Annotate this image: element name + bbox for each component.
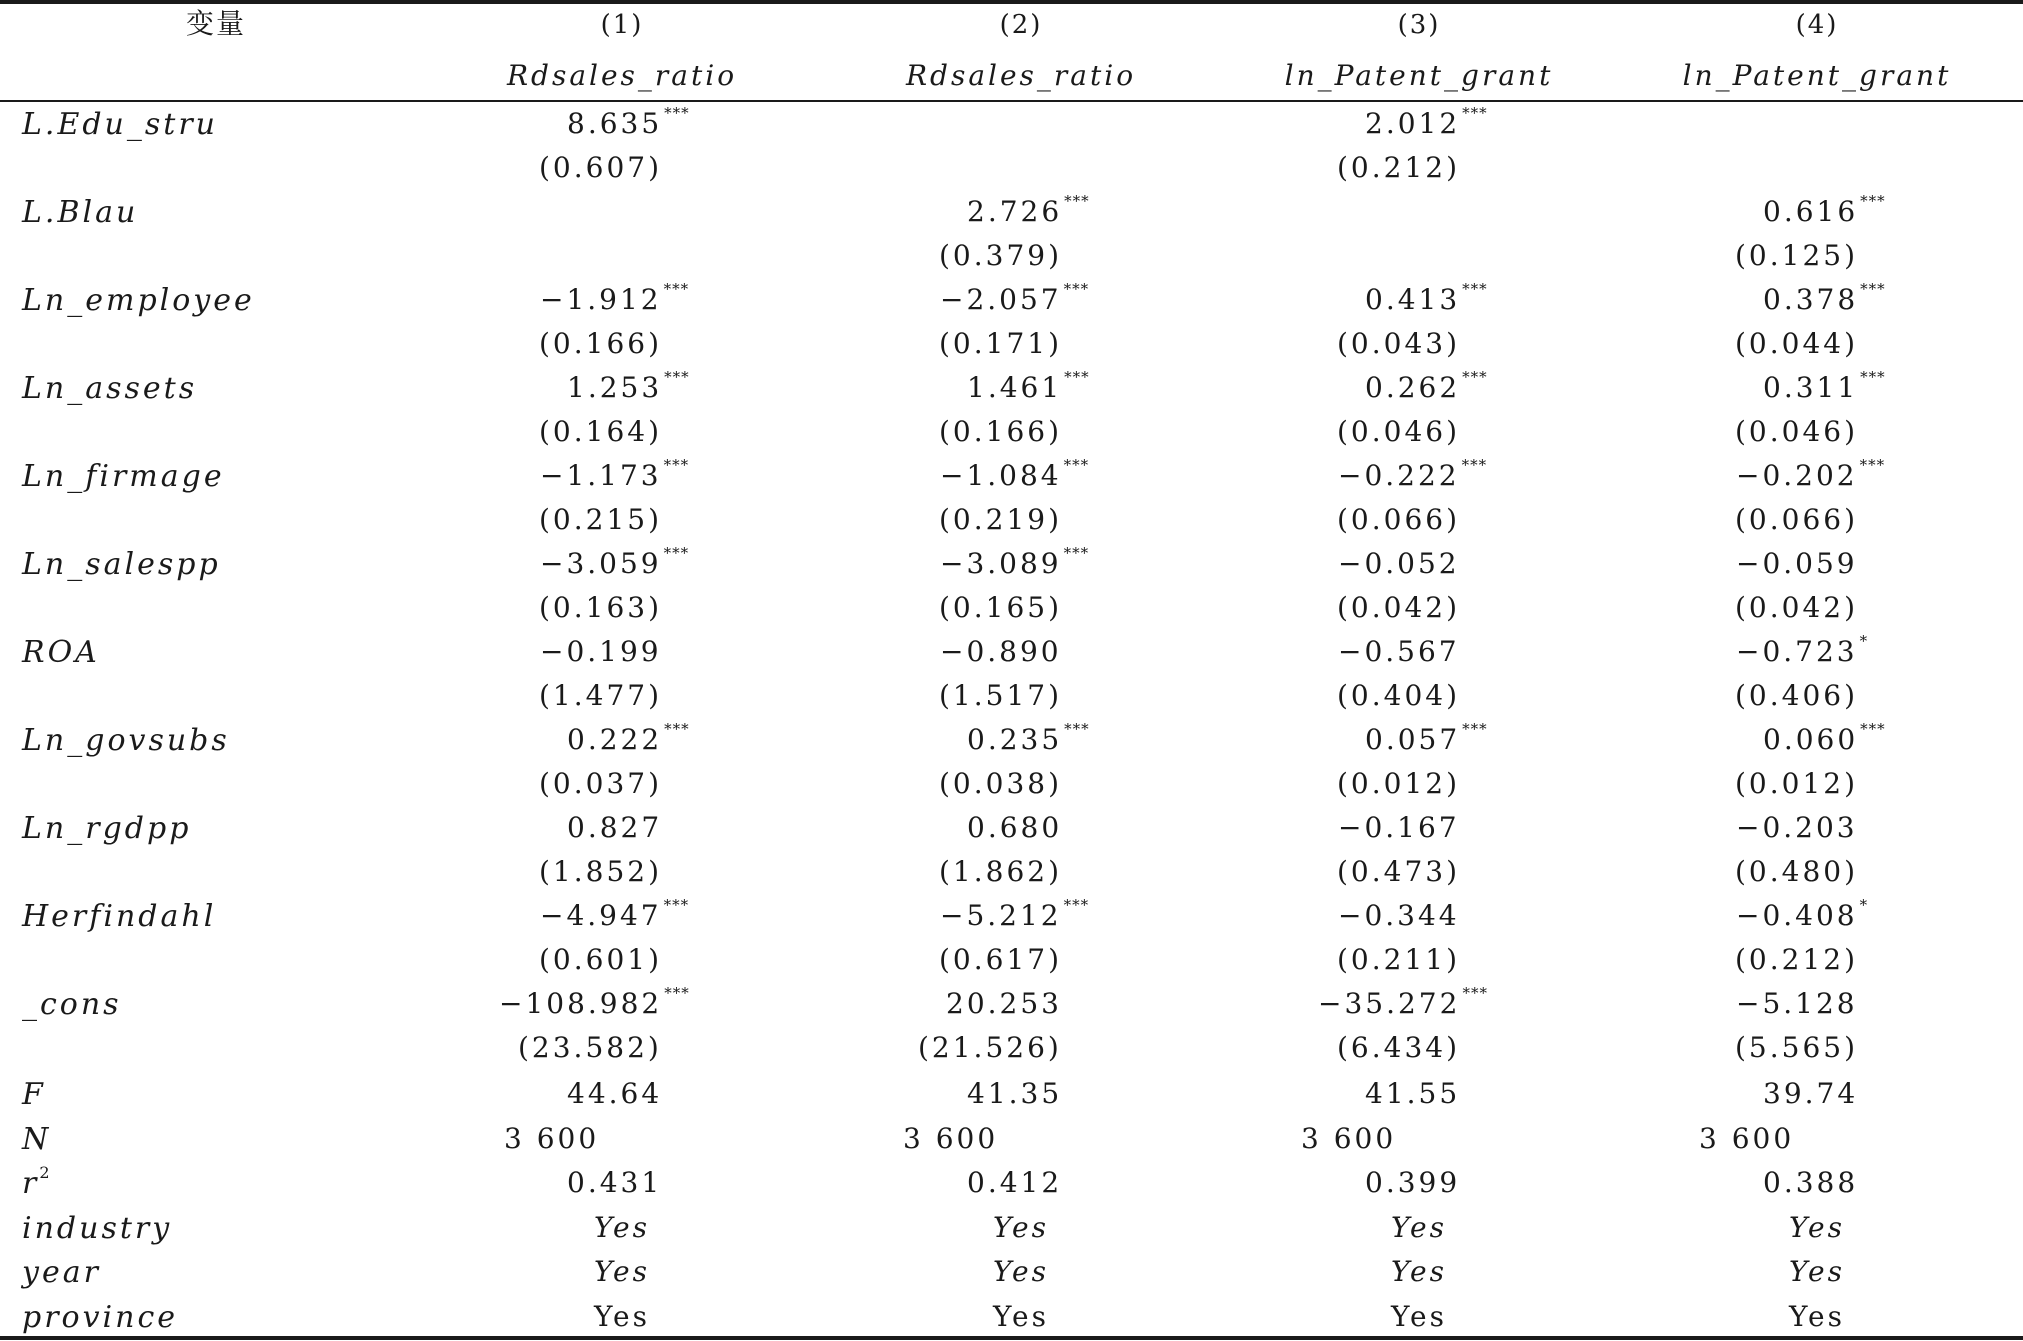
significance-stars: *** (1860, 720, 1886, 738)
stat-value-value: 0.399 (1365, 1166, 1461, 1199)
coefficient (540, 280, 690, 316)
coefficient (940, 635, 1062, 668)
standard-error (1735, 415, 1859, 448)
coefficient (1736, 632, 1869, 668)
standard-error (1735, 767, 1859, 800)
stat-value-value: 0.412 (967, 1166, 1063, 1199)
significance-stars: *** (1461, 456, 1488, 474)
stat-value-value: 39.74 (1763, 1077, 1859, 1110)
coefficient-value: −0.723 (1736, 635, 1858, 668)
stat-value (967, 1166, 1063, 1199)
coefficient (1763, 280, 1886, 316)
stat-label: industry (22, 1210, 173, 1246)
coefficient (1763, 720, 1886, 756)
stat-value-value: Yes (1391, 1255, 1447, 1288)
coefficient-value: 20.253 (946, 987, 1062, 1020)
standard-error-value: (0.042) (1735, 591, 1859, 624)
coefficient (540, 635, 662, 668)
significance-stars: * (1859, 896, 1869, 914)
variable-name: L.Edu_stru (22, 107, 218, 142)
significance-stars: *** (663, 544, 690, 562)
coefficient (567, 720, 690, 756)
standard-error-value: (0.044) (1735, 327, 1859, 360)
significance-stars: *** (1064, 192, 1090, 210)
coefficient (1365, 104, 1488, 140)
coefficient-value: 0.413 (1365, 283, 1461, 316)
stat-value (1763, 1166, 1859, 1199)
stat-value-value: Yes (594, 1210, 650, 1244)
coefficient (567, 368, 690, 404)
significance-stars: *** (1462, 104, 1488, 122)
stat-value (1391, 1210, 1447, 1244)
coefficient (946, 987, 1062, 1020)
stat-value (993, 1255, 1049, 1288)
coefficient-value: −1.173 (540, 459, 662, 492)
variable-name: Ln_govsubs (22, 723, 230, 758)
coefficient-value: −3.059 (540, 547, 662, 580)
coefficient (1338, 547, 1460, 580)
stat-value (1301, 1121, 1397, 1155)
coefficient (967, 720, 1090, 756)
variable-name: _cons (22, 987, 122, 1022)
coefficient (567, 811, 663, 844)
stat-value-value: 3 600 (1301, 1121, 1397, 1155)
stat-value (993, 1210, 1049, 1244)
standard-error-value: (0.165) (939, 591, 1063, 624)
stat-label: year (22, 1255, 101, 1290)
standard-error (939, 239, 1063, 272)
coefficient-value: −3.089 (940, 547, 1062, 580)
significance-stars: *** (663, 896, 690, 914)
stat-value (1789, 1299, 1845, 1333)
stat-value-value: 41.35 (967, 1077, 1063, 1110)
coefficient-value: −0.890 (940, 635, 1062, 668)
dependent-variable: ln_Patent_grant (1682, 59, 1952, 92)
coefficient-value: −0.408 (1736, 899, 1858, 932)
standard-error (539, 327, 663, 360)
stat-value-value: Yes (1789, 1210, 1845, 1244)
coefficient-value: 0.616 (1763, 195, 1859, 228)
standard-error (1337, 855, 1461, 888)
coefficient (1338, 456, 1488, 492)
stat-label: N (22, 1121, 52, 1157)
significance-stars: *** (1063, 544, 1090, 562)
coefficient (499, 984, 690, 1020)
variable-name: ROA (22, 635, 100, 670)
coefficient (940, 456, 1090, 492)
significance-stars: *** (1063, 280, 1090, 298)
stat-value (1789, 1210, 1845, 1244)
standard-error (1735, 855, 1859, 888)
stat-value (1789, 1255, 1845, 1288)
stat-name (22, 1077, 46, 1112)
coefficient (540, 896, 690, 932)
standard-error-value: (0.066) (1337, 503, 1461, 536)
coefficient-value: 1.253 (567, 371, 663, 404)
stat-label: province (22, 1299, 179, 1335)
coefficient-value: 0.827 (567, 811, 663, 844)
standard-error (1735, 239, 1859, 272)
stat-name (22, 1163, 53, 1201)
stat-name (22, 1121, 52, 1157)
variable-name: L.Blau (22, 195, 139, 230)
standard-error-value: (1.517) (939, 679, 1063, 712)
stat-name (22, 1210, 173, 1246)
stat-value (594, 1210, 650, 1244)
stat-value-value: Yes (594, 1299, 650, 1333)
coefficient-value: −0.344 (1338, 899, 1460, 932)
coefficient (967, 368, 1090, 404)
coefficient (1338, 811, 1460, 844)
standard-error-value: (5.565) (1735, 1031, 1859, 1064)
coefficient (1736, 811, 1858, 844)
stat-value-value: 41.55 (1365, 1077, 1461, 1110)
standard-error (1735, 591, 1859, 624)
coefficient-value: −0.203 (1736, 811, 1858, 844)
significance-stars: *** (663, 280, 690, 298)
significance-stars: *** (664, 104, 690, 122)
stat-value (1391, 1299, 1447, 1333)
standard-error-value: (0.601) (539, 943, 663, 976)
coefficient-value: −0.199 (540, 635, 662, 668)
standard-error (939, 327, 1063, 360)
standard-error (1337, 591, 1461, 624)
standard-error (939, 591, 1063, 624)
column-number: (3) (1397, 10, 1441, 40)
stat-value (993, 1299, 1049, 1333)
standard-error (1337, 327, 1461, 360)
standard-error-value: (0.042) (1337, 591, 1461, 624)
standard-error-value: (0.164) (539, 415, 663, 448)
coefficient-value: 0.262 (1365, 371, 1461, 404)
column-number: (1) (600, 10, 644, 40)
header-rule (0, 100, 2023, 102)
coefficient-value: 0.680 (967, 811, 1063, 844)
standard-error-value: (0.046) (1337, 415, 1461, 448)
stat-value (1391, 1255, 1447, 1288)
standard-error (1337, 415, 1461, 448)
standard-error (539, 679, 663, 712)
standard-error (539, 415, 663, 448)
standard-error-value: (0.171) (939, 327, 1063, 360)
variable-name: Ln_assets (22, 371, 198, 406)
coefficient-value: −5.128 (1736, 987, 1858, 1020)
coefficient-value: 0.235 (967, 723, 1063, 756)
standard-error-value: (0.404) (1337, 679, 1461, 712)
coefficient (1338, 899, 1460, 932)
standard-error (1735, 943, 1859, 976)
stat-value-value: 44.64 (567, 1077, 663, 1110)
coefficient-value: 0.057 (1365, 723, 1461, 756)
significance-stars: *** (1462, 984, 1488, 1002)
stat-value-value: 3 600 (504, 1121, 600, 1155)
coefficient-value: −1.084 (940, 459, 1062, 492)
standard-error (939, 503, 1063, 536)
coefficient (540, 544, 690, 580)
coefficient (1365, 280, 1488, 316)
standard-error-value: (0.066) (1735, 503, 1859, 536)
coefficient (940, 544, 1090, 580)
coefficient (1763, 192, 1886, 228)
significance-stars: *** (663, 456, 690, 474)
coefficient (1763, 368, 1886, 404)
dependent-variable: Rdsales_ratio (506, 59, 738, 92)
coefficient (540, 456, 690, 492)
variable-name: Ln_employee (22, 283, 255, 318)
stat-value-value: 0.388 (1763, 1166, 1859, 1199)
standard-error (1337, 151, 1461, 184)
coefficient-value: 1.461 (967, 371, 1063, 404)
standard-error (539, 503, 663, 536)
coefficient-value: −4.947 (540, 899, 662, 932)
standard-error-value: (0.046) (1735, 415, 1859, 448)
coefficient-value: 0.060 (1763, 723, 1859, 756)
coefficient (567, 104, 690, 140)
significance-stars: *** (1860, 368, 1886, 386)
standard-error (1337, 767, 1461, 800)
coefficient (1736, 896, 1869, 932)
standard-error-value: (0.379) (939, 239, 1063, 272)
standard-error-value: (0.607) (539, 151, 663, 184)
coefficient-value: −1.912 (540, 283, 662, 316)
standard-error (939, 415, 1063, 448)
coefficient (967, 811, 1063, 844)
stat-value (1763, 1077, 1859, 1110)
stat-value (567, 1077, 663, 1110)
standard-error-value: (0.219) (939, 503, 1063, 536)
standard-error-value: (0.043) (1337, 327, 1461, 360)
coefficient-value: −0.567 (1338, 635, 1460, 668)
significance-stars: *** (664, 720, 690, 738)
standard-error (539, 767, 663, 800)
standard-error-value: (23.582) (518, 1031, 662, 1064)
coefficient-value: 0.311 (1763, 371, 1859, 404)
coefficient (940, 896, 1090, 932)
standard-error-value: (0.012) (1735, 767, 1859, 800)
standard-error (1735, 503, 1859, 536)
coefficient-value: −2.057 (940, 283, 1062, 316)
stat-value-value: Yes (993, 1299, 1049, 1333)
coefficient (1318, 984, 1488, 1020)
standard-error-value: (0.211) (1337, 943, 1461, 976)
coefficient-value: 2.012 (1365, 107, 1461, 140)
significance-stars: *** (1462, 368, 1488, 386)
significance-stars: *** (1860, 280, 1886, 298)
coefficient-value: −0.202 (1736, 459, 1858, 492)
stat-value-value: Yes (993, 1255, 1049, 1288)
stat-value (1365, 1166, 1461, 1199)
stat-value (967, 1077, 1063, 1110)
coefficient-value: −0.222 (1338, 459, 1460, 492)
stat-name (22, 1255, 101, 1290)
standard-error-value: (0.480) (1735, 855, 1859, 888)
standard-error (1735, 327, 1859, 360)
stat-value (1699, 1121, 1795, 1155)
coefficient (1365, 368, 1488, 404)
standard-error-value: (21.526) (918, 1031, 1062, 1064)
standard-error-value: (0.012) (1337, 767, 1461, 800)
coefficient (1338, 635, 1460, 668)
standard-error-value: (0.166) (539, 327, 663, 360)
coefficient-value: 2.726 (967, 195, 1063, 228)
significance-stars: *** (664, 984, 690, 1002)
significance-stars: *** (1859, 456, 1886, 474)
variable-name: Ln_salespp (22, 547, 221, 582)
standard-error (539, 855, 663, 888)
stat-value (594, 1299, 650, 1333)
standard-error (939, 943, 1063, 976)
standard-error (1337, 679, 1461, 712)
stat-name (22, 1299, 179, 1335)
dependent-variable: ln_Patent_grant (1284, 59, 1554, 92)
superscript: 2 (39, 1163, 53, 1182)
significance-stars: *** (1064, 720, 1090, 738)
standard-error-value: (0.212) (1337, 151, 1461, 184)
significance-stars: *** (1064, 368, 1090, 386)
coefficient (940, 280, 1090, 316)
stat-label: r (22, 1166, 40, 1201)
significance-stars: * (1859, 632, 1869, 650)
stat-value-value: 0.431 (567, 1166, 663, 1199)
coefficient-value: −0.052 (1338, 547, 1460, 580)
column-number: (4) (1795, 10, 1839, 40)
column-number: (2) (999, 10, 1043, 40)
coefficient (1736, 456, 1886, 492)
standard-error-value: (0.125) (1735, 239, 1859, 272)
coefficient-value: 0.222 (567, 723, 663, 756)
standard-error (939, 679, 1063, 712)
dependent-variable: Rdsales_ratio (905, 59, 1137, 92)
standard-error (539, 151, 663, 184)
significance-stars: *** (1063, 896, 1090, 914)
stat-value-value: Yes (1391, 1210, 1447, 1244)
variable-name: Ln_firmage (22, 459, 225, 494)
coefficient-value: −108.982 (499, 987, 663, 1020)
coefficient-value: −0.059 (1736, 547, 1858, 580)
standard-error (1337, 943, 1461, 976)
significance-stars: *** (1063, 456, 1090, 474)
stat-value-value: Yes (1789, 1299, 1845, 1333)
coefficient-value: −5.212 (940, 899, 1062, 932)
stat-value-value: Yes (993, 1210, 1049, 1244)
standard-error (1337, 1031, 1461, 1064)
stat-label: F (22, 1077, 46, 1112)
stat-value-value: Yes (1391, 1299, 1447, 1333)
stat-value (594, 1255, 650, 1288)
coefficient (967, 192, 1090, 228)
coefficient-value: −0.167 (1338, 811, 1460, 844)
standard-error-value: (0.037) (539, 767, 663, 800)
stat-value (1365, 1077, 1461, 1110)
bottom-rule (0, 1336, 2023, 1340)
standard-error (1735, 1031, 1859, 1064)
stat-value (504, 1121, 600, 1155)
stat-value-value: Yes (1789, 1255, 1845, 1288)
coefficient (1365, 720, 1488, 756)
standard-error (539, 591, 663, 624)
coefficient (1736, 987, 1858, 1020)
standard-error-value: (0.038) (939, 767, 1063, 800)
standard-error-value: (0.212) (1735, 943, 1859, 976)
variable-name: Ln_rgdpp (22, 811, 192, 846)
stat-value-value: Yes (594, 1255, 650, 1288)
standard-error (939, 767, 1063, 800)
stat-value-value: 3 600 (903, 1121, 999, 1155)
coefficient-value: −35.272 (1318, 987, 1461, 1020)
standard-error-value: (1.862) (939, 855, 1063, 888)
significance-stars: *** (1860, 192, 1886, 210)
standard-error-value: (0.406) (1735, 679, 1859, 712)
standard-error-value: (0.617) (939, 943, 1063, 976)
standard-error-value: (1.477) (539, 679, 663, 712)
variable-header: 变量 (185, 7, 247, 40)
significance-stars: *** (664, 368, 690, 386)
significance-stars: *** (1462, 280, 1488, 298)
significance-stars: *** (1462, 720, 1488, 738)
standard-error-value: (0.215) (539, 503, 663, 536)
standard-error-value: (0.163) (539, 591, 663, 624)
standard-error (939, 855, 1063, 888)
standard-error-value: (6.434) (1337, 1031, 1461, 1064)
standard-error-value: (0.473) (1337, 855, 1461, 888)
standard-error (518, 1031, 662, 1064)
standard-error (918, 1031, 1062, 1064)
coefficient-value: 8.635 (567, 107, 663, 140)
standard-error (539, 943, 663, 976)
top-rule (0, 0, 2023, 4)
stat-value (567, 1166, 663, 1199)
standard-error (1337, 503, 1461, 536)
stat-value-value: 3 600 (1699, 1121, 1795, 1155)
standard-error-value: (1.852) (539, 855, 663, 888)
stat-value (903, 1121, 999, 1155)
variable-name: Herfindahl (22, 899, 217, 934)
coefficient (1736, 547, 1858, 580)
standard-error-value: (0.166) (939, 415, 1063, 448)
standard-error (1735, 679, 1859, 712)
coefficient-value: 0.378 (1763, 283, 1859, 316)
